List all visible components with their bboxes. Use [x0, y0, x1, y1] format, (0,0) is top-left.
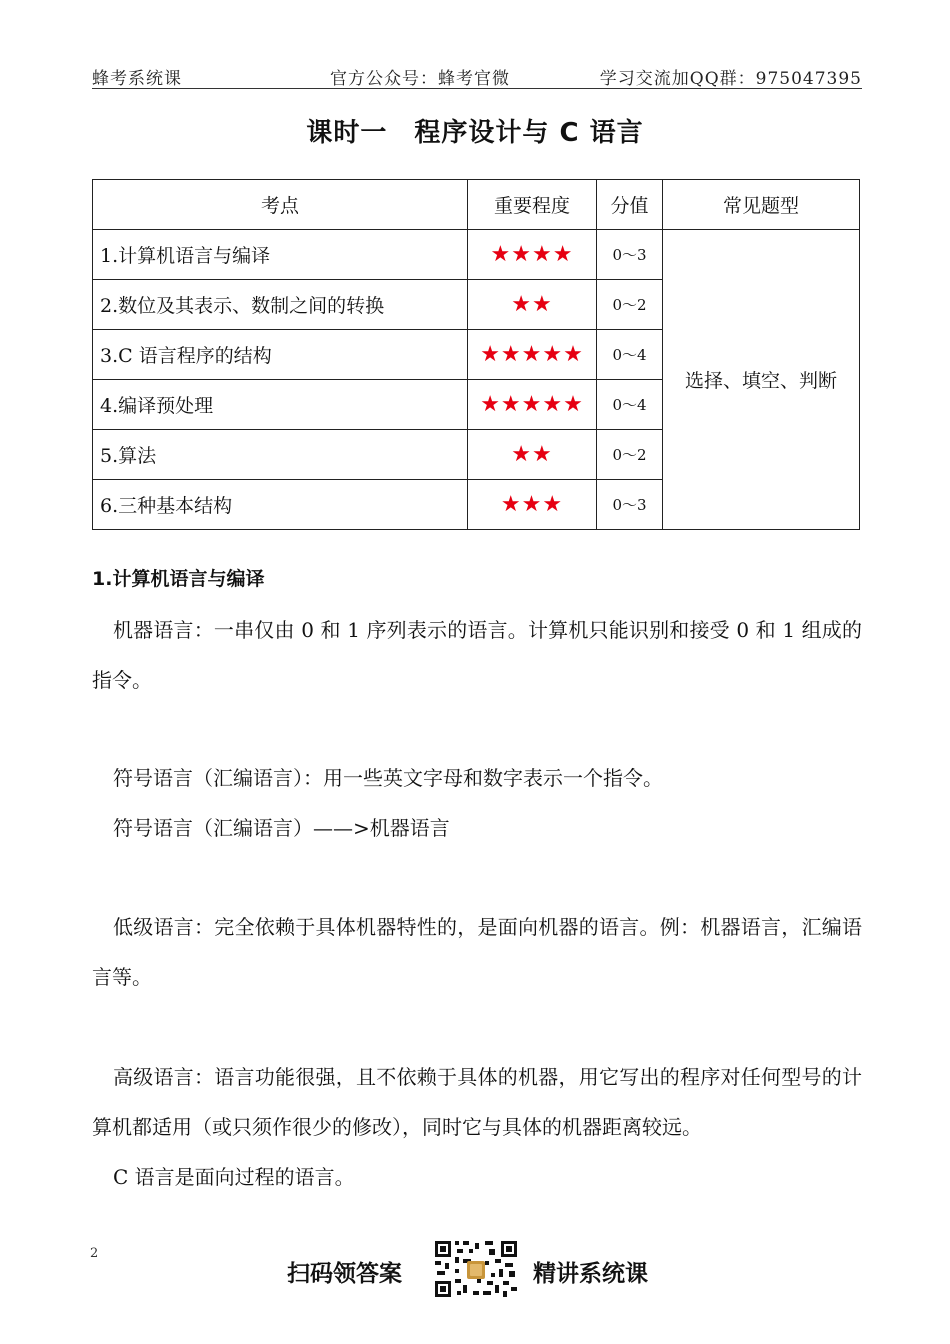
- header-brand: 蜂考系统课: [92, 69, 182, 89]
- page-title: 课时一 程序设计与 C 语言: [306, 118, 644, 148]
- column-header-importance: 重要程度: [468, 180, 597, 230]
- score-cell: 0～4: [597, 380, 663, 430]
- table-header-row: [93, 180, 860, 230]
- importance-stars: ★★★★★: [468, 330, 597, 380]
- question-type-cell: 选择、填空、判断: [663, 230, 860, 530]
- paragraph-c-language: C 语言是面向过程的语言。: [113, 1165, 355, 1189]
- score-cell: 0～3: [597, 230, 663, 280]
- paragraph-machine-language: 机器语言：一串仅由 0 和 1 序列表示的语言。计算机只能识别和接受 0 和 1 组成的指令。: [92, 618, 862, 692]
- topic-cell: 5.算法: [93, 430, 468, 480]
- paragraph-symbolic-language: 符号语言（汇编语言）：用一些英文字母和数字表示一个指令。: [113, 766, 663, 790]
- page-header: [92, 60, 862, 90]
- importance-stars: ★★: [468, 280, 597, 330]
- score-cell: 0～2: [597, 280, 663, 330]
- section-heading: 1.计算机语言与编译: [92, 568, 265, 590]
- header-wechat: 官方公众号：蜂考官微: [330, 69, 510, 89]
- topic-cell: 4.编译预处理: [93, 380, 468, 430]
- paragraph-high-level-language: 高级语言：语言功能很强，且不依赖于具体的机器，用它写出的程序对任何型号的计算机都适用（或只须作很少的修改），同时它与具体的机器距离较远。: [92, 1065, 862, 1139]
- header-divider: [92, 88, 862, 89]
- qr-code-icon: [433, 1239, 519, 1299]
- topic-cell: 1.计算机语言与编译: [93, 230, 468, 280]
- column-header-topic: 考点: [93, 180, 468, 230]
- importance-stars: ★★★★: [468, 230, 597, 280]
- importance-stars: ★★: [468, 430, 597, 480]
- topic-cell: 2.数位及其表示、数制之间的转换: [93, 280, 468, 330]
- score-cell: 0～4: [597, 330, 663, 380]
- page-number: 2: [90, 1246, 99, 1261]
- column-header-score: 分值: [597, 180, 663, 230]
- exam-points-table: [92, 179, 860, 530]
- topic-cell: 3.C 语言程序的结构: [93, 330, 468, 380]
- score-cell: 0～2: [597, 430, 663, 480]
- importance-stars: ★★★★★: [468, 380, 597, 430]
- footer-scan-text: 扫码领答案: [287, 1261, 402, 1287]
- footer-course-text: 精讲系统课: [533, 1261, 648, 1287]
- table-row: [93, 230, 860, 280]
- score-cell: 0～3: [597, 480, 663, 530]
- importance-stars: ★★★: [468, 480, 597, 530]
- column-header-question-type: 常见题型: [663, 180, 860, 230]
- topic-cell: 6.三种基本结构: [93, 480, 468, 530]
- paragraph-assembly-to-machine: 符号语言（汇编语言）——>机器语言: [113, 816, 450, 840]
- paragraph-low-level-language: 低级语言：完全依赖于具体机器特性的，是面向机器的语言。例：机器语言，汇编语言等。: [92, 915, 862, 989]
- header-qq-group: 学习交流加QQ群：975047395: [599, 69, 862, 89]
